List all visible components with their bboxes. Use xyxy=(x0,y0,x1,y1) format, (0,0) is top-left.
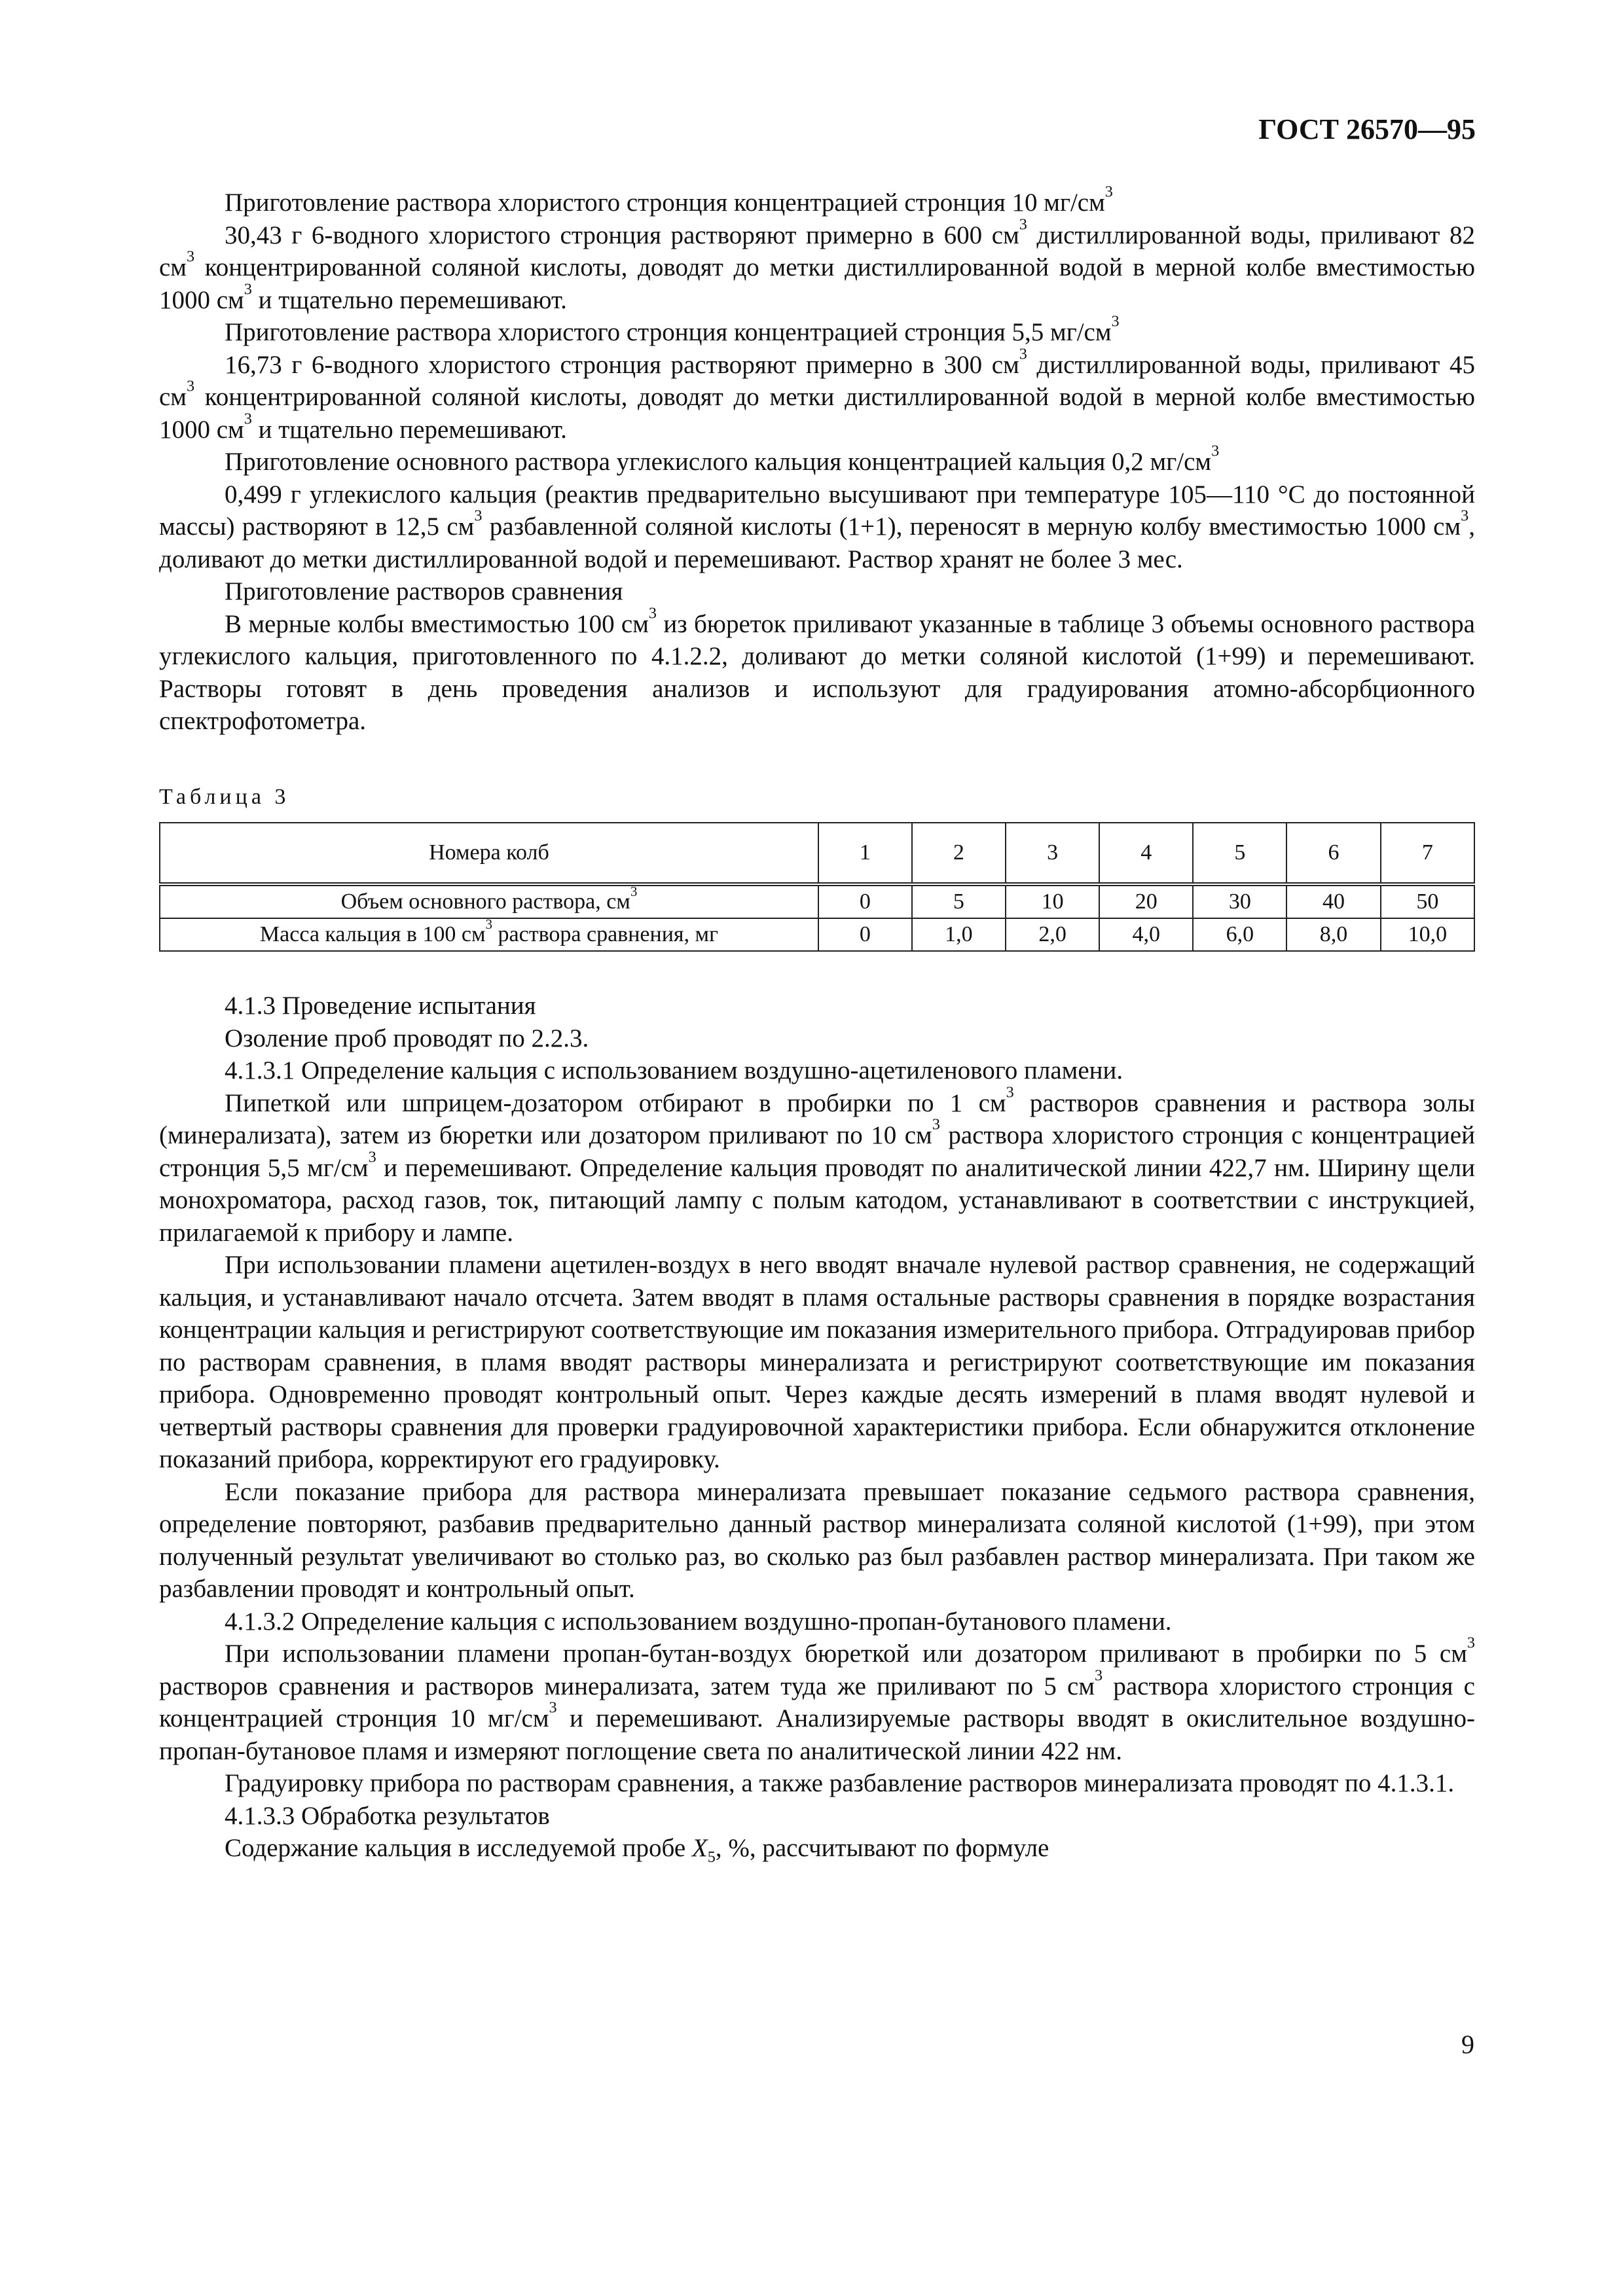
page-number: 9 xyxy=(1461,2030,1474,2059)
table-cell: 50 xyxy=(1381,884,1474,918)
paragraph-a8: В мерные колбы вместимостью 100 $см^3$ из бюреток приливают указанные в таблице 3 объемы основного раствора углекислого кальция, приготовленного по 4.1.2.2, доливают до метки соляной кислотой (1+99) и перемешивают. Растворы готовят в день проведения анализов и используют для градуирования атомно-абсорбционного спектрофотометра. xyxy=(159,603,1475,735)
table-header-cell: 1 xyxy=(818,823,912,884)
table-cell: 8,0 xyxy=(1286,918,1380,951)
paragraph-a7: Приготовление растворов сравнения xyxy=(225,577,623,605)
table-row-label: Объем основного раствора, $см^3$ xyxy=(160,884,818,918)
variable-x: X xyxy=(691,1834,708,1862)
table-header-cell: 4 xyxy=(1099,823,1193,884)
table-cell: 10,0 xyxy=(1381,918,1474,951)
body-text xyxy=(159,183,1476,1866)
table-header-row xyxy=(160,823,1474,884)
table-cell: 5 xyxy=(912,884,1006,918)
table-cell: 4,0 xyxy=(1099,918,1193,951)
table-cell: 10 xyxy=(1006,884,1099,918)
table-header-cell: 6 xyxy=(1286,823,1380,884)
paragraph-a2: 30,43 г 6-водного хлористого стронция растворяют примерно в 600 $см^3$ дистиллированной воды, приливают 82 $см^3$ концентрированной соляной кислоты, доводят до метки дистиллированной водой в мерной колбе вместимостью 1000 $см^3$ и тщательно перемешивают. xyxy=(159,215,1476,314)
paragraph-a5: Приготовление основного раствора углекислого кальция концентрацией кальция 0,2 $мг/см^3$ xyxy=(225,442,1220,476)
paragraph-a4: 16,73 г 6-водного хлористого стронция растворяют примерно в 300 $см^3$ дистиллированной воды, приливают 45 $см^3$ концентрированной соляной кислоты, доводят до метки дистиллированной водой в мерной колбе вместимостью 1000 $см^3$ и тщательно перемешивают. xyxy=(159,344,1476,444)
table-cell: 2,0 xyxy=(1006,918,1099,951)
table-cell: 6,0 xyxy=(1193,918,1286,951)
table-cell: 0 xyxy=(818,884,912,918)
table-cell: 1,0 xyxy=(912,918,1006,951)
paragraph-b4: Пипеткой или шприцем-дозатором отбирают в пробирки по 1 $см^3$ растворов сравнения и раствора золы (минерализата), затем из бюретки или дозатором приливают по 10 $см^3$ раствора хлористого стронция с концентрацией стронция 5,5 $мг/см^3$ и перемешивают. Определение кальция проводят по аналитической линии 422,7 нм. Ширину щели монохроматора, расход газов, ток, питающий лампу с полым катодом, устанавливают в соответствии с инструкцией, прилагаемой к прибору и лампе. xyxy=(159,1083,1475,1247)
paragraph-b1: 4.1.3 Проведение испытания xyxy=(225,992,536,1020)
paragraph-b5: При использовании пламени ацетилен-воздух в него вводят вначале нулевой раствор сравнения, не содержащий кальция, и устанавливают начало отсчета. Затем вводят в пламя остальные растворы сравнения в порядке возрастания концентрации кальция и регистрируют соответствующие им показания измерительного прибора. Отградуировав прибор по растворам сравнения, в пламя вводят растворы минерализата и регистрируют соответствующие им показания прибора. Одновременно проводят контрольный опыт. Через каждые десять измерений в пламя вводят нулевой и четвертый растворы сравнения для проверки градуировочной характеристики прибора. Если обнаружится отклонение показаний прибора, корректируют его градуировку. xyxy=(159,1251,1475,1473)
table-cell: 40 xyxy=(1286,884,1380,918)
table-row-label: Масса кальция в 100 $см^3$ раствора сравнения, мг xyxy=(160,918,818,951)
table-cell: 20 xyxy=(1099,884,1193,918)
paragraph-a1: Приготовление раствора хлористого стронция концентрацией стронция 10 $мг/см^3$ xyxy=(225,183,1113,217)
table-cell: 30 xyxy=(1193,884,1286,918)
paragraph-a6: 0,499 г углекислого кальция (реактив предварительно высушивают при температуре 105—110 °С до постоянной массы) растворяют в 12,5 $см^3$ разбавленной соляной кислоты (1+1), переносят в мерную колбу вместимостью 1000 $см^3$, доливают до метки дистиллированной водой и перемешивают. Раствор хранят не более 3 мес. xyxy=(159,480,1476,573)
paragraph-b10: 4.1.3.3 Обработка результатов xyxy=(225,1801,550,1830)
table-header-label: Номера колб xyxy=(160,823,818,884)
paragraph-a3: Приготовление раствора хлористого стронция концентрацией стронция 5,5 $мг/см^3$ xyxy=(225,312,1120,346)
table-3 xyxy=(159,822,1475,952)
paragraph-b2: Озоление проб проводят по 2.2.3. xyxy=(225,1024,589,1052)
paragraph-b3: 4.1.3.1 Определение кальция с использованием воздушно-ацетиленового пламени. xyxy=(225,1056,1123,1085)
formula-intro: Содержание кальция в исследуемой пробе $X_5$, %, рассчитывают по формуле xyxy=(225,1834,1049,1866)
table-caption: Таблица 3 xyxy=(159,784,290,809)
paragraph-b8: При использовании пламени пропан-бутан-воздух бюреткой или дозатором приливают в пробирки по 5 $см^3$ растворов сравнения и растворов минерализата, затем туда же приливают по 5 $см^3$ раствора хлористого стронция с концентрацией стронция 10 $мг/см^3$ и перемешивают. Анализируемые растворы вводят в окислительное воздушно-пропан-бутановое пламя и измеряют поглощение света по аналитической линии 422 нм. xyxy=(159,1634,1475,1765)
table-header-cell: 7 xyxy=(1381,823,1474,884)
document-header: ГОСТ 26570—95 xyxy=(1258,113,1476,145)
table-header-cell: 3 xyxy=(1006,823,1099,884)
table-header-cell: 5 xyxy=(1193,823,1286,884)
paragraph-b6: Если показание прибора для раствора минерализата превышает показание седьмого раствора сравнения, определение повторяют, разбавив предварительно данный раствор минерализата соляной кислотой (1+99), при этом полученный результат увеличивают во столько раз, во сколько раз был разбавлен раствор минерализата. При таком же разбавлении проводят и контрольный опыт. xyxy=(159,1477,1475,1603)
paragraph-b9: Градуировку прибора по растворам сравнения, а также разбавление растворов минерализата проводят по 4.1.3.1. xyxy=(225,1769,1455,1797)
table-row xyxy=(160,884,1474,918)
table-row xyxy=(160,918,1474,951)
table-cell: 0 xyxy=(818,918,912,951)
table-header-cell: 2 xyxy=(912,823,1006,884)
paragraph-b7: 4.1.3.2 Определение кальция с использованием воздушно-пропан-бутанового пламени. xyxy=(225,1607,1172,1636)
